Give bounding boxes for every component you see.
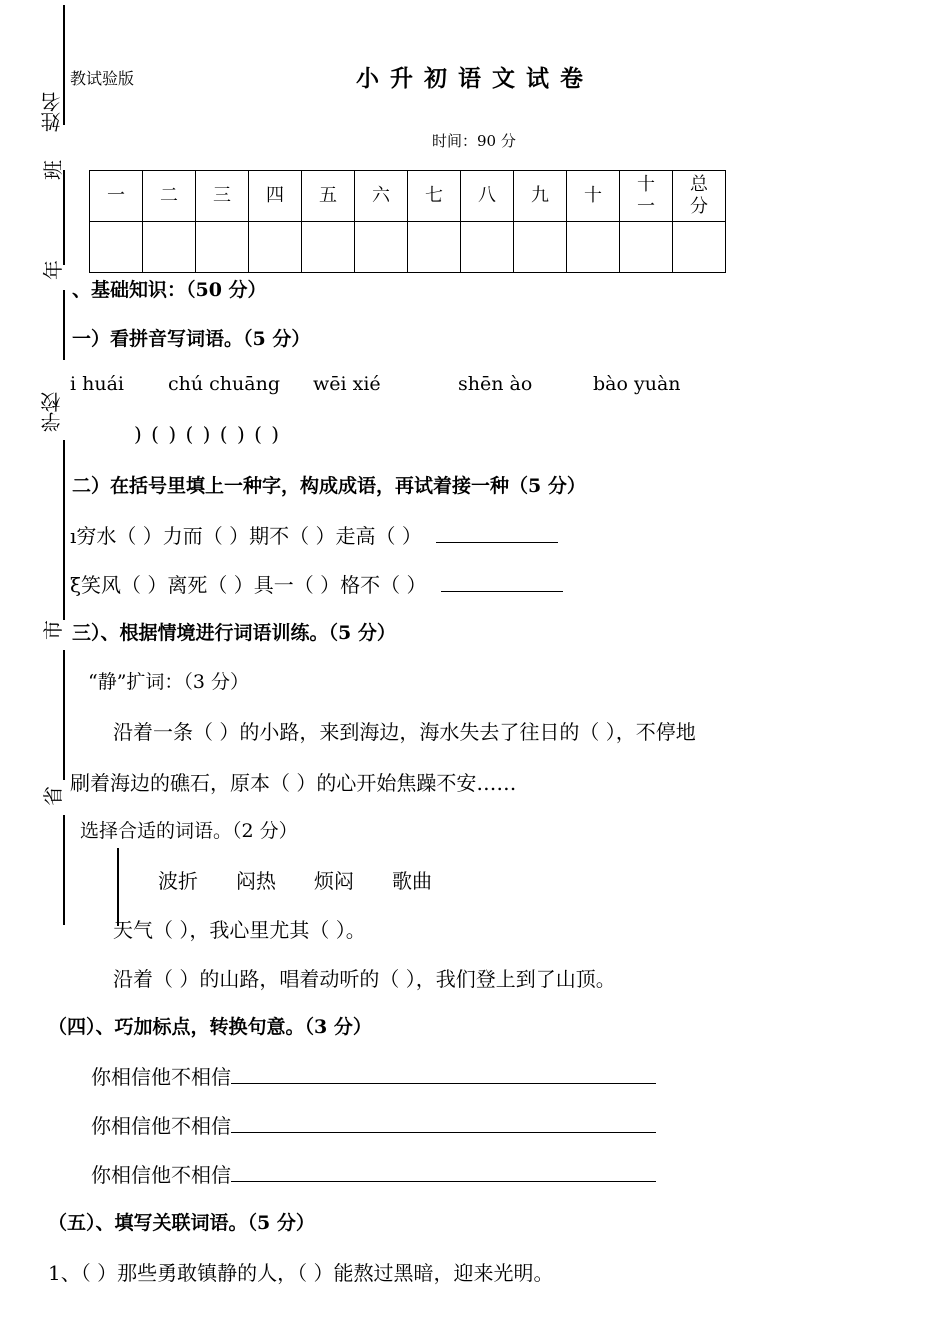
answer-brackets[interactable]: ) ( ) ( ) ( ) ( ): [134, 422, 280, 446]
margin-line: [63, 290, 65, 360]
punctuation-line: 你相信他不相信: [91, 1110, 656, 1139]
passage-line: 天气（ ），我心里尤其（ ）。: [113, 918, 366, 942]
score-cell[interactable]: [302, 222, 355, 273]
conjunction-line: 1、（ ）那些勇敢镇静的人，（ ）能熬过黑暗，迎来光明。: [48, 1261, 554, 1285]
score-header-cell: 四: [249, 171, 302, 222]
score-input-row: [90, 222, 726, 273]
score-cell[interactable]: [196, 222, 249, 273]
score-cell[interactable]: [408, 222, 461, 273]
score-header-cell: 二: [143, 171, 196, 222]
score-cell[interactable]: [620, 222, 673, 273]
pinyin-item: chú chuāng: [168, 373, 280, 395]
score-header-cell: 十: [567, 171, 620, 222]
pinyin-item: shēn ào: [458, 373, 533, 395]
punctuation-line: 你相信他不相信: [91, 1159, 656, 1188]
score-header-cell: 总分: [673, 171, 726, 222]
score-cell[interactable]: [90, 222, 143, 273]
score-cell[interactable]: [461, 222, 514, 273]
score-header-cell: 三: [196, 171, 249, 222]
exam-time: 时间：90 分: [432, 132, 516, 150]
idiom-line: ξ笑风（ ）离死（ ）具一（ ）格不（ ）: [70, 569, 563, 598]
word-choice: 波折: [158, 869, 198, 893]
margin-line: [63, 815, 65, 925]
word-choice: 闷热: [236, 869, 276, 893]
name-label: 姓名: [40, 92, 64, 132]
idiom-line: ı穷水（ ）力而（ ）期不（ ）走高（ ）: [70, 520, 558, 549]
part5-title: （五）、填写关联词语。（5 分）: [48, 1212, 315, 1234]
word-choice: 烦闷: [314, 869, 354, 893]
passage-line: 沿着一条（ ）的小路，来到海边，海水失去了往日的（ ），不停地: [113, 720, 696, 744]
province-label: 省: [41, 786, 65, 806]
score-header-cell: 六: [355, 171, 408, 222]
grade-label: 年: [41, 260, 65, 280]
part4-title: （四）、巧加标点，转换句意。（3 分）: [48, 1016, 372, 1038]
score-cell[interactable]: [567, 222, 620, 273]
word-choice: 歌曲: [392, 869, 432, 893]
edition-text: 教试验版: [70, 69, 135, 88]
score-cell[interactable]: [514, 222, 567, 273]
section-title: 、基础知识：（50 分）: [72, 279, 267, 301]
part3-title: 三）、根据情境进行词语训练。（5 分）: [72, 622, 396, 644]
punctuation-line: 你相信他不相信: [91, 1061, 656, 1090]
sub-question-title: 选择合适的词语。（2 分）: [80, 820, 298, 842]
score-header-cell: 十一: [620, 171, 673, 222]
part1-title: 一）看拼音写词语。（5 分）: [72, 328, 311, 350]
page-title: 小升初语文试卷: [356, 65, 594, 92]
answer-blank[interactable]: [231, 1114, 656, 1133]
answer-blank[interactable]: [436, 524, 558, 543]
score-cell[interactable]: [355, 222, 408, 273]
score-header-row: [90, 171, 726, 222]
score-cell[interactable]: [673, 222, 726, 273]
school-label: 学校: [40, 392, 64, 432]
sub-question-title: “静”扩词：（3 分）: [88, 671, 250, 693]
score-header-cell: 七: [408, 171, 461, 222]
margin-line: [63, 650, 65, 780]
score-cell[interactable]: [143, 222, 196, 273]
passage-line: 沿着（ ）的山路，唱着动听的（ ），我们登上到了山顶。: [113, 967, 616, 991]
score-header-cell: 八: [461, 171, 514, 222]
score-header-cell: 一: [90, 171, 143, 222]
score-table: [89, 170, 726, 273]
score-header-cell: 九: [514, 171, 567, 222]
score-header-cell: 五: [302, 171, 355, 222]
class-label: 班: [41, 160, 65, 180]
answer-blank[interactable]: [231, 1163, 656, 1182]
answer-blank[interactable]: [231, 1065, 656, 1084]
answer-blank[interactable]: [441, 573, 563, 592]
margin-line: [63, 170, 65, 265]
city-label: 市: [41, 620, 65, 640]
passage-line: 刷着海边的礁石，原本（ ）的心开始焦躁不安……: [70, 771, 517, 795]
pinyin-item: i huái: [70, 373, 124, 395]
pinyin-item: bào yuàn: [593, 373, 681, 395]
margin-line: [63, 440, 65, 620]
score-cell[interactable]: [249, 222, 302, 273]
pinyin-item: wēi xié: [313, 373, 381, 395]
part2-title: 二）在括号里填上一种字，构成成语，再试着接一种（5 分）: [72, 475, 586, 497]
